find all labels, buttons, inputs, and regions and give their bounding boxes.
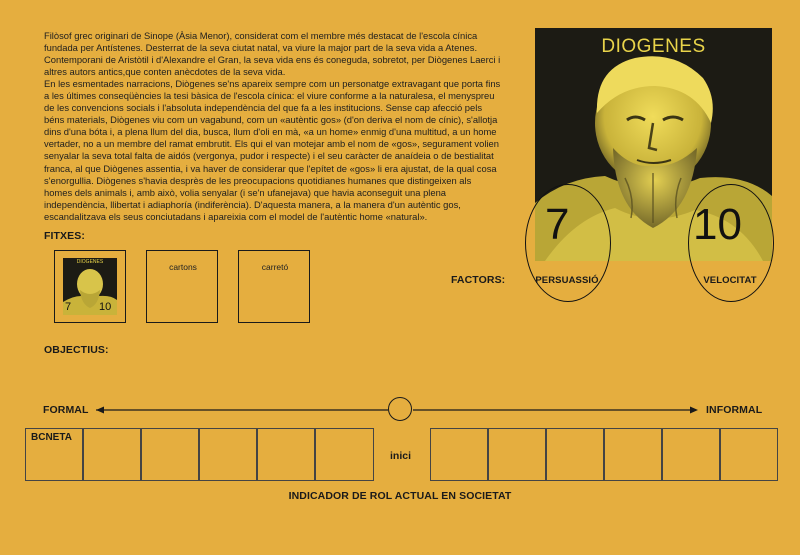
scale-cell[interactable] — [720, 428, 778, 481]
informal-label: INFORMAL — [706, 404, 763, 416]
scale-cell[interactable] — [257, 428, 315, 481]
bio-paragraph-1: Filòsof grec originari de Sinope (Àsia Menor), considerat com el membre més destacat de l'escola cínica fundada per Antístenes. Desterrat de la seva ciutat natal, va viure la major part de la seva vida a Atenes. Contemporani de Aristòtil i d'Alexandre el Gran, la seva vida ens és coneguda, sobretot, per Diògenes Laerci i altres autors antics,que conten anècdotes de la seva vida. — [44, 30, 501, 78]
speed-value: 10 — [693, 200, 742, 249]
fitxes-label: FITXES: — [44, 230, 85, 242]
cartons-label: cartons — [169, 262, 197, 272]
portrait-title: DIOGENES — [601, 36, 706, 57]
scale-cell[interactable] — [25, 428, 83, 481]
objectius-label: OBJECTIUS: — [44, 344, 109, 356]
thumb-persuasion: 7 — [65, 301, 72, 313]
scale-cell[interactable] — [546, 428, 604, 481]
bio-paragraph-2: En les esmentades narracions, Diògenes se'ns apareix sempre com un personatge extravagant que porta fins a les últimes conseqüències la tesi bàsica de l'escola cínica: el viure conforme a la naturalesa, el menyspreu de les convencions socials i l'absoluta independència del que fa a les institucions. Sense cap afecció pels béns materials, Diògenes viu com un vagabund, com un «autèntic gos» (d'on deriva el nom de cínic), s'allotja dins d'una bóta i, a plena llum del dia, busca, llum d'oli en mà, «a un home» enmig d'una multitud, a un home vertader, no a un membre del ramat embrutit. Els qui el van motejar amb el nom de «gos», segurament volien senyalar la seva total falta de aidós (vergonya, pudor i respecte) i el seu caràcter de anaídeia o de bestialitat franca, al que Diògenes assentia, i va haver de considerar que l'epítet de «gos» li era ajustat, de la qual cosa s'enorgullia. Diògenes s'havia desprès de les preocupacions quotidianes humanes que distingeixen als homes dels animals i, amb això, volia senyalar (i se'n ufanejava) que havia aconseguit una plena independència, llibertat i adiaphoría (indiferència). D'aquesta manera, a la manera d'un autèntic gos, escandalitzava els seus conciutadans i apareixia com el model de l'autèntic home «natural». — [44, 78, 501, 222]
carreto-label: carretó — [261, 262, 289, 272]
persuasion-value: 7 — [545, 200, 570, 249]
scale-cell[interactable] — [199, 428, 257, 481]
formal-label: FORMAL — [43, 404, 89, 416]
scale-caption: INDICADOR DE ROL ACTUAL EN SOCIETAT — [288, 490, 512, 502]
first-cell-label: BCNETA — [31, 432, 72, 443]
scale-cell[interactable] — [604, 428, 662, 481]
scale-cell[interactable] — [83, 428, 141, 481]
thumb-speed: 10 — [99, 301, 112, 313]
arrow-left-icon — [96, 407, 104, 414]
scale-cell[interactable] — [662, 428, 720, 481]
scale-cell[interactable] — [141, 428, 199, 481]
scale-cells-right — [430, 428, 778, 481]
scale-marker-token[interactable] — [388, 397, 412, 421]
speed-label: VELOCITAT — [703, 275, 757, 286]
factors-label: FACTORS: — [451, 274, 506, 286]
arrow-right-icon — [690, 407, 698, 414]
thumb-title: DIOGENES — [76, 259, 104, 265]
inici-label: inici — [390, 450, 412, 462]
scale-cell[interactable] — [488, 428, 546, 481]
scale-cell[interactable] — [430, 428, 488, 481]
scale-cell[interactable] — [315, 428, 374, 481]
scale-cells-left — [25, 428, 374, 481]
persuasion-label: PERSUASSIÓ — [535, 275, 599, 286]
